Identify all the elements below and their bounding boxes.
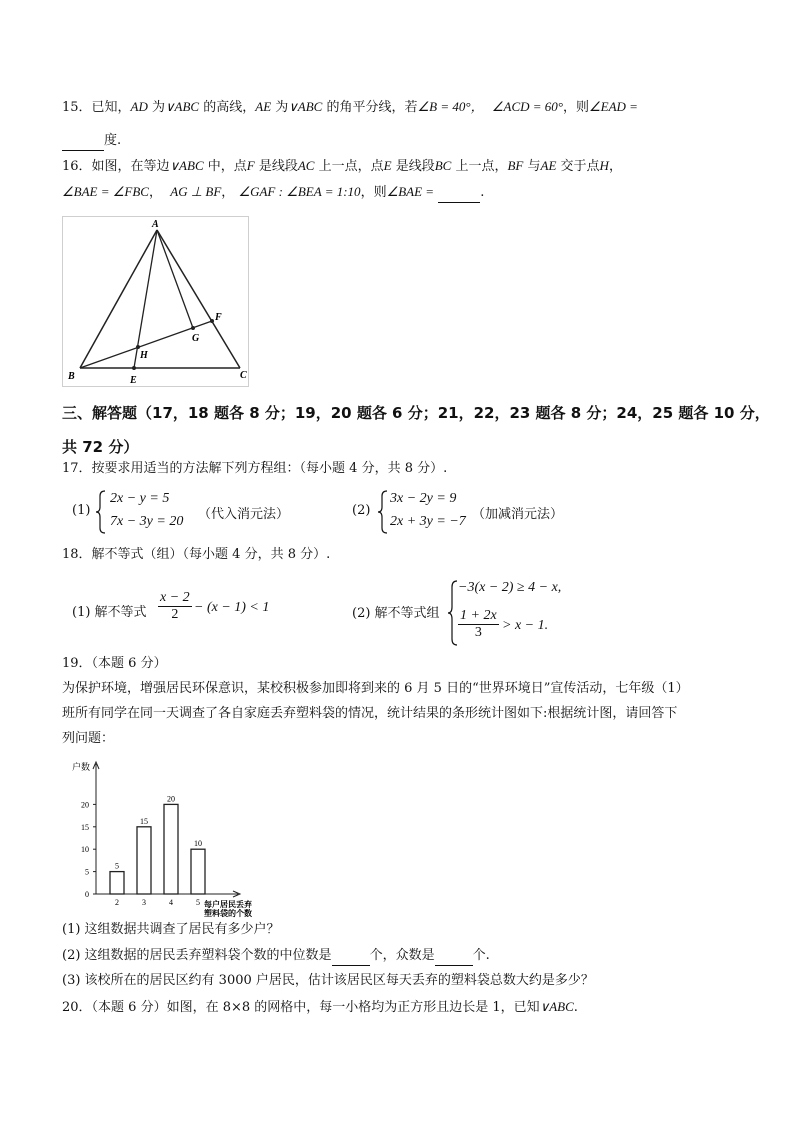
bar-value-label: 10 bbox=[194, 839, 202, 849]
q15-text: 的高线， bbox=[199, 100, 256, 115]
q16-condition: ∠GAF : ∠BEA = 1:10 bbox=[238, 184, 361, 199]
q15-ad: AD bbox=[130, 99, 148, 114]
label-a: A bbox=[152, 219, 159, 230]
chart-bars bbox=[110, 794, 205, 907]
q16-text: 16．如图，在等边 bbox=[62, 159, 170, 174]
q15-line1 bbox=[62, 98, 638, 117]
q18-p2-denominator: 3 bbox=[474, 625, 482, 640]
q16-triangle: ∨ABC bbox=[169, 158, 204, 173]
q15-ae: AE bbox=[255, 99, 272, 114]
q15-text: 15．已知， bbox=[62, 100, 131, 115]
q16-text: 中，点 bbox=[203, 159, 247, 174]
q16-line1 bbox=[62, 157, 622, 176]
q19-sub2 bbox=[62, 947, 490, 966]
q16-text: ， bbox=[608, 159, 622, 174]
label-c: C bbox=[240, 370, 247, 381]
point-f bbox=[210, 319, 214, 323]
q16-question: ∠BAE = bbox=[386, 184, 435, 199]
q16-condition: AG ⊥ BF bbox=[170, 184, 222, 199]
q16-triangle-figure bbox=[62, 216, 252, 388]
bar bbox=[191, 849, 205, 894]
q16-text: . bbox=[480, 185, 485, 200]
bar bbox=[137, 827, 151, 894]
q20-text-a: 20．（本题 6 分）如图，在 8×8 的网格中，每一小格均为正方形且边长是 1，已知 bbox=[62, 1000, 540, 1015]
y-tick-label: 10 bbox=[81, 845, 89, 855]
q16-answer-blank[interactable] bbox=[438, 184, 480, 203]
q17-title: 17．按要求用适当的方法解下列方程组：（每小题 4 分，共 8 分）. bbox=[62, 461, 448, 476]
q16-text: 与 bbox=[523, 159, 541, 174]
x-tick-label: 3 bbox=[142, 898, 146, 907]
q15-text: ，则 bbox=[562, 100, 589, 115]
y-tick-label: 5 bbox=[85, 867, 89, 877]
q16-text: 上一点， bbox=[451, 159, 508, 174]
q18-p1-numerator: x − 2 bbox=[160, 590, 190, 605]
bar bbox=[164, 804, 178, 894]
q18-p1-rest: − (x − 1) < 1 bbox=[194, 600, 270, 615]
point-e bbox=[132, 366, 136, 370]
chart-xlabel-line2: 塑料袋的个数 bbox=[204, 909, 252, 918]
q18-p1-label: (1) 解不等式 bbox=[72, 605, 147, 620]
q19-para3: 列问题： bbox=[62, 731, 115, 746]
q17-p2-method: （加减消元法） bbox=[472, 507, 564, 522]
q18-p2-numerator: 1 + 2x bbox=[460, 608, 497, 623]
section-three-heading: 三、解答题（17，18 题各 8 分；19，20 题各 6 分；21，22，23 题各 8 分；24，25 题各 10 分， bbox=[62, 404, 770, 422]
q15-text: 为 bbox=[271, 100, 289, 115]
q16-segment: BF bbox=[507, 158, 524, 173]
q16-point: F bbox=[246, 158, 255, 173]
y-tick-label: 20 bbox=[81, 800, 89, 810]
q19-para1: 为保护环境，增强居民环保意识，某校积极参加即将到来的 6 月 5 日的“世界环境日”宣传活动，七年级（1） bbox=[62, 681, 689, 696]
q16-segment: BC bbox=[434, 158, 452, 173]
y-tick-label: 15 bbox=[81, 822, 89, 832]
q16-segment: AC bbox=[297, 158, 315, 173]
bar-value-label: 15 bbox=[140, 816, 148, 826]
q17-p1-eq2: 7x − 3y = 20 bbox=[110, 514, 184, 529]
q16-point: E bbox=[383, 158, 392, 173]
label-b: B bbox=[68, 371, 75, 382]
label-g: G bbox=[192, 333, 200, 344]
q15-line2 bbox=[62, 132, 121, 151]
q15-triangle: ∨ABC bbox=[165, 99, 200, 114]
chart-ylabel: 户数 bbox=[72, 762, 91, 772]
plastic-bag-bar-chart bbox=[62, 756, 272, 920]
chart-axes bbox=[81, 762, 240, 899]
q16-text: ， bbox=[148, 185, 162, 200]
point-h bbox=[136, 345, 140, 349]
q19-sub2-text: 个，众数是 bbox=[369, 948, 435, 963]
q16-text: 上一点，点 bbox=[314, 159, 384, 174]
q15-text: 度. bbox=[104, 133, 122, 148]
q18-title: 18．解不等式（组）（每小题 4 分，共 8 分）. bbox=[62, 547, 331, 562]
q18-p2-label: (2) 解不等式组 bbox=[352, 606, 440, 621]
q15-angle-b: ∠B = 40°， bbox=[417, 99, 484, 114]
q16-point: H bbox=[599, 158, 609, 173]
q19-sub2-text: (2) 这组数据的居民丢弃塑料袋个数的中位数是 bbox=[62, 948, 332, 963]
label-e: E bbox=[130, 375, 137, 386]
q17-p1-eq1: 2x − y = 5 bbox=[110, 491, 170, 506]
q15-text: 为 bbox=[147, 100, 166, 115]
q15-angle-ead: ∠EAD = bbox=[589, 99, 638, 114]
q15-answer-blank[interactable] bbox=[62, 132, 104, 151]
bar bbox=[110, 872, 124, 894]
bar-value-label: 20 bbox=[167, 794, 175, 804]
x-tick-label: 5 bbox=[196, 898, 200, 907]
brace-icon bbox=[378, 490, 388, 534]
x-tick-label: 4 bbox=[169, 898, 173, 907]
q19-title: 19．（本题 6 分） bbox=[62, 656, 167, 671]
brace-icon bbox=[448, 580, 458, 646]
y-tick-label: 0 bbox=[85, 890, 89, 899]
q16-text: 交于点 bbox=[556, 159, 600, 174]
q18-p1-denominator: 2 bbox=[171, 607, 179, 622]
q16-text: 是线段 bbox=[254, 159, 298, 174]
q19-sub2-text: 个. bbox=[472, 948, 490, 963]
median-answer-blank[interactable] bbox=[332, 947, 370, 966]
q19-para2: 班所有同学在同一天调查了各自家庭丢弃塑料袋的情况，统计结果的条形统计图如下:根据统计图，请回答下 bbox=[62, 706, 678, 721]
q16-segment: AE bbox=[540, 158, 557, 173]
mode-answer-blank[interactable] bbox=[435, 947, 473, 966]
q18-p2-fraction bbox=[458, 608, 499, 641]
q18-p2-eq1: −3(x − 2) ≥ 4 − x, bbox=[458, 580, 562, 595]
q18-part2 bbox=[352, 578, 652, 648]
q17-part1-label: (1) bbox=[72, 503, 91, 518]
section-three-heading-cont: 共 72 分） bbox=[62, 438, 139, 456]
q17-part2-label: (2) bbox=[352, 503, 371, 518]
q18-p2-rest: > x − 1. bbox=[502, 618, 549, 633]
q17-part2 bbox=[352, 490, 612, 534]
q16-condition: ∠BAE = ∠FBC bbox=[62, 184, 149, 199]
q16-text: ， bbox=[221, 185, 235, 200]
q16-text: 是线段 bbox=[391, 159, 435, 174]
point-g bbox=[191, 326, 195, 330]
q18-p1-fraction bbox=[158, 590, 192, 623]
q17-p2-eq1: 3x − 2y = 9 bbox=[390, 491, 457, 506]
q20-text-b: . bbox=[573, 1000, 578, 1015]
q16-line2 bbox=[62, 183, 484, 203]
brace-icon bbox=[96, 490, 106, 534]
q15-triangle: ∨ABC bbox=[288, 99, 323, 114]
q17-p2-eq2: 2x + 3y = −7 bbox=[390, 514, 466, 529]
label-h: H bbox=[140, 350, 148, 361]
q19-sub3: (3) 该校所在的居民区约有 3000 户居民，估计该居民区每天丢弃的塑料袋总数大约是多少？ bbox=[62, 973, 594, 988]
q17-part1 bbox=[72, 490, 372, 534]
q16-text: ，则 bbox=[360, 185, 387, 200]
q17-p1-method: （代入消元法） bbox=[198, 507, 290, 522]
q20-text bbox=[62, 998, 578, 1017]
label-f: F bbox=[215, 312, 222, 323]
q15-angle-acd: ∠ACD = 60° bbox=[491, 99, 563, 114]
q15-text: 的角平分线，若 bbox=[322, 100, 418, 115]
q19-sub1: (1) 这组数据共调查了居民有多少户？ bbox=[62, 922, 280, 937]
q20-triangle: ∨ABC bbox=[539, 999, 574, 1014]
x-tick-label: 2 bbox=[115, 898, 119, 907]
chart-xlabel-line1: 每户居民丢弃 bbox=[204, 900, 252, 909]
bar-value-label: 5 bbox=[115, 861, 119, 871]
